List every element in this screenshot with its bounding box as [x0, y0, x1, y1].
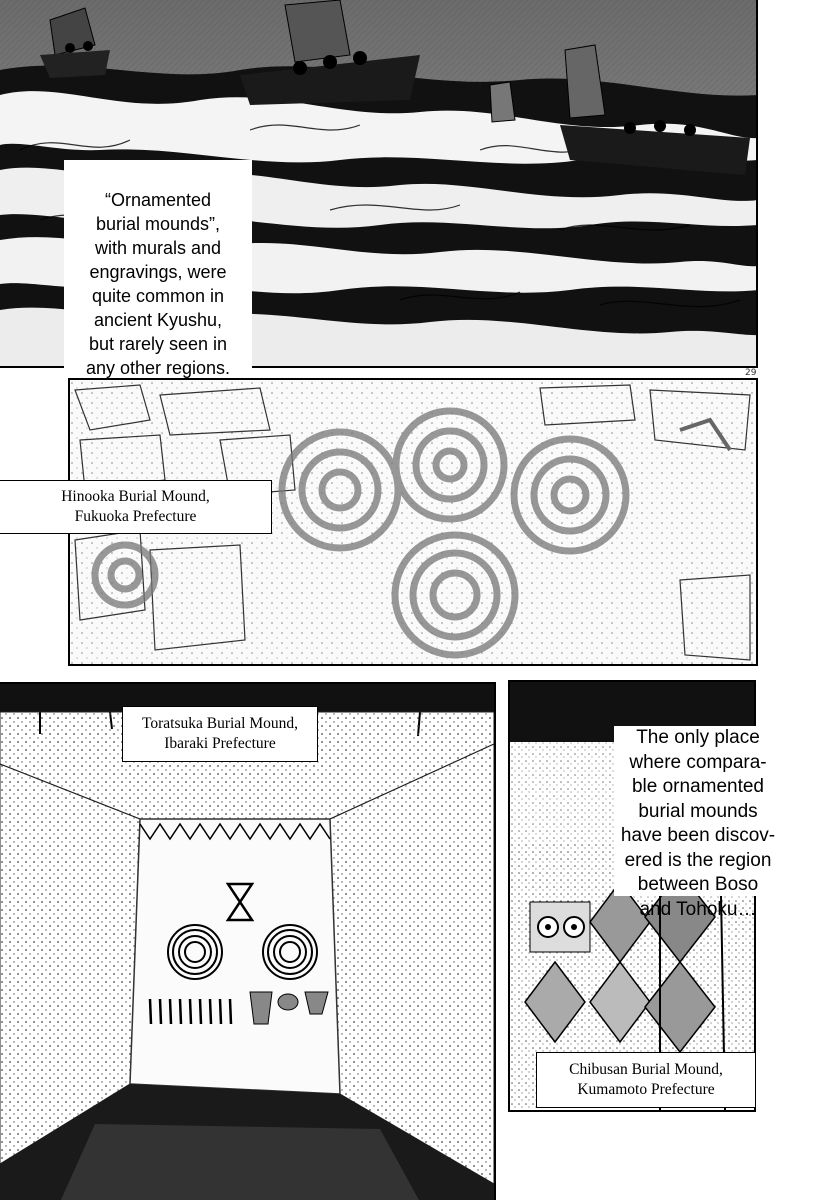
- caption-line: Fukuoka Prefecture: [74, 508, 197, 525]
- narration-line: ancient Kyushu,: [93, 310, 223, 330]
- page-number: 29: [745, 368, 757, 378]
- narration-box-ornamented-mounds: [64, 160, 252, 378]
- narration-line: but rarely seen in: [88, 334, 228, 354]
- narration-line: engravings, were: [89, 262, 227, 282]
- narration-box-comparable-mounds: [614, 726, 782, 920]
- caption-chibusan: [536, 1052, 756, 1108]
- narration-line: “Ornamented: [104, 190, 212, 210]
- narration-line: between Boso: [637, 874, 759, 895]
- caption-hinooka: [0, 480, 272, 534]
- narration-line: ble ornamented: [631, 776, 765, 797]
- caption-toratsuka: [122, 706, 318, 762]
- caption-line: Hinooka Burial Mound,: [61, 488, 210, 505]
- narration-line: where compara-: [629, 751, 767, 773]
- caption-line: Kumamoto Prefecture: [577, 1081, 715, 1098]
- narration-line: burial mounds”,: [95, 214, 221, 234]
- round-eyes-icon: [530, 902, 590, 952]
- narration-line: any other regions.: [85, 358, 231, 378]
- narration-line: burial mounds: [638, 800, 758, 822]
- caption-line: Toratsuka Burial Mound,: [141, 715, 299, 732]
- narration-line: and Tohoku…: [639, 898, 757, 920]
- caption-line: Ibaraki Prefecture: [164, 735, 276, 752]
- narration-line: have been discov-: [620, 825, 776, 846]
- caption-line: Chibusan Burial Mound,: [569, 1061, 723, 1078]
- narration-line: with murals and: [94, 238, 222, 258]
- narration-line: The only place: [636, 727, 760, 748]
- narration-line: quite common in: [91, 286, 225, 306]
- narration-line: ered is the region: [624, 849, 772, 871]
